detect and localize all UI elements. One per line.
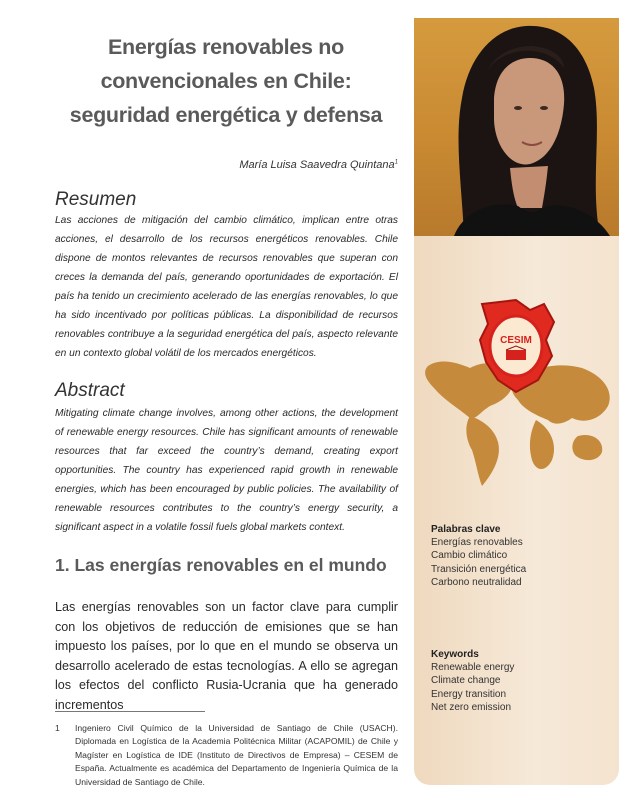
footnote-text: Ingeniero Civil Químico de la Universidad de Santiago de Chile (USACH). Diplomada en Logística de la Academia Politécnica Militar (ACAPOMIL) de Chile y Magíster en Logística de IDE (Instituto de Directivos de Empresa) – CESEM de España. Actualmente es académica del Departamento de Ingeniería Química de la Universidad de Santiago de Chile. xyxy=(75,723,398,787)
keywords-title: Keywords xyxy=(431,649,479,660)
section-body-text: Las energías renovables son un factor clave para cumplir con los objetivos de reducción de emisiones que se han impuesto los países, por lo que en el mundo se observa un desarrollo acelerado de estas tecnologías. A ello se agregan los efectos del conflicto Rusia-Ucrania que ha generado incrementos xyxy=(55,600,398,712)
resumen-text: Las acciones de mitigación del cambio climático, implican entre otras acciones, el desarrollo de los recursos energéticos renovables. Chile dispone de montos relevantes de recursos renovables que superan con creces la demanda del país, generando oportunidades de exportación. El país ha tenido un crecimiento acelerado de las energías renovables, lo que ha sido incentivado por políticas públicas. La disponibilidad de recursos renovables contribuye a la seguridad energética del país, aspecto relevante en un contexto global volátil de los mercados energéticos. xyxy=(55,215,398,359)
title-line: Energías renovables no xyxy=(108,35,344,59)
resumen-heading: Resumen xyxy=(55,189,137,210)
footnote-divider xyxy=(55,711,205,712)
author-footnote-ref: 1 xyxy=(394,159,398,166)
keyword-item: Climate change xyxy=(431,675,501,687)
svg-text:CESIM: CESIM xyxy=(500,335,532,346)
author-line xyxy=(239,159,398,171)
author-name: María Luisa Saavedra Quintana xyxy=(239,159,395,171)
footnote-number: 1 xyxy=(55,723,60,733)
keyword-item: Energías renovables xyxy=(431,537,523,549)
keyword-item: Carbono neutralidad xyxy=(431,576,522,588)
palabras-clave-block xyxy=(431,523,526,589)
keyword-item: Cambio climático xyxy=(431,550,508,562)
article-title xyxy=(52,30,400,132)
keyword-item: Transición energética xyxy=(431,563,527,575)
keyword-item: Net zero emission xyxy=(431,701,512,713)
abstract-heading: Abstract xyxy=(55,380,125,401)
author-photo xyxy=(414,18,619,236)
keywords-block xyxy=(431,648,514,714)
section-heading: 1. Las energías renovables en el mundo xyxy=(55,555,387,575)
title-line: seguridad energética y defensa xyxy=(69,103,383,127)
world-map-with-logo xyxy=(418,296,616,492)
keyword-item: Renewable energy xyxy=(431,662,515,674)
palabras-clave-title: Palabras clave xyxy=(431,524,501,535)
footnote xyxy=(55,722,398,789)
keyword-item: Energy transition xyxy=(431,688,507,700)
title-line: convencionales en Chile: xyxy=(100,69,352,93)
abstract-text: Mitigating climate change involves, among other actions, the development of renewable energy resources. Chile has significant amounts of renewable resources that far exceed the country’s demand, creating export opportunities. The country has experienced rapid growth in renewable energies, which has been encouraged by public policies. The availability of renewable resources contributes to the country’s energy security, a significant aspect in a volatile fossil fuels global markets context. xyxy=(55,408,398,533)
